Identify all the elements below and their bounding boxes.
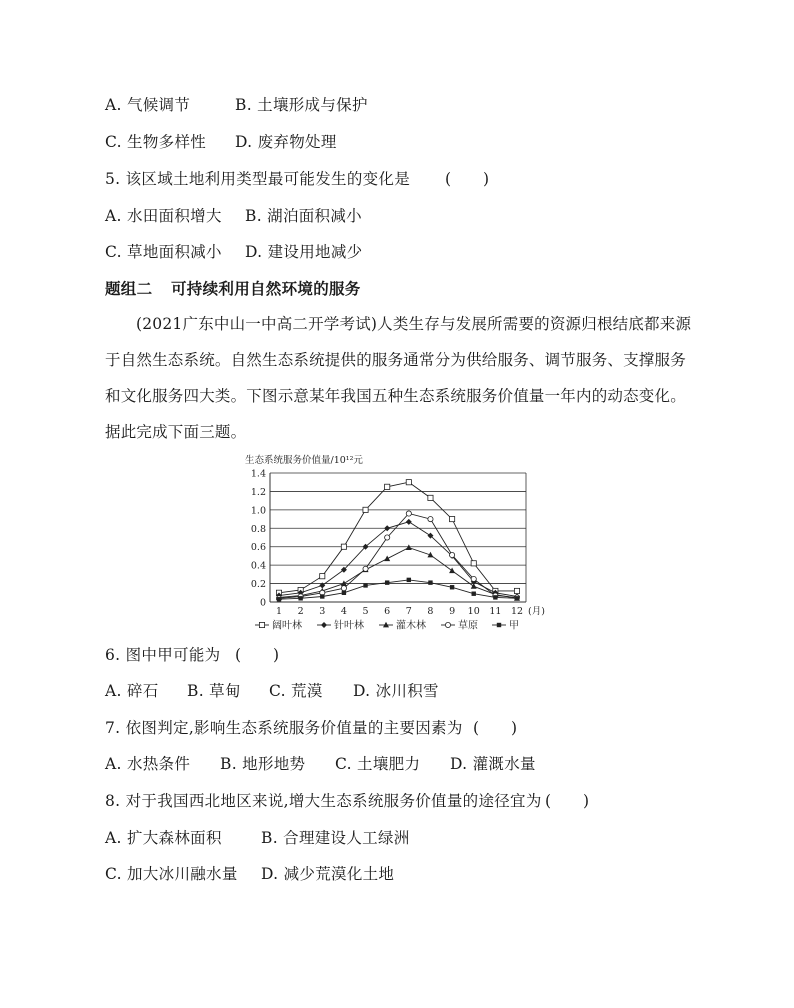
q5-stem: 5. 该区域土地利用类型最可能发生的变化是: [105, 170, 411, 188]
y-axis-title: 生态系统服务价值量/10¹²元: [245, 455, 363, 466]
data-point-series-4: [471, 576, 476, 581]
x-tick-label: 8: [427, 606, 434, 617]
y-tick-label: 1.2: [250, 486, 266, 498]
legend-label-5: 甲: [509, 620, 519, 632]
data-point-series-2: [406, 519, 412, 525]
y-tick-label: 0.6: [250, 542, 266, 554]
data-point-series-4: [363, 566, 368, 571]
data-point-series-1: [471, 561, 476, 566]
data-point-series-1: [320, 574, 325, 579]
x-tick-label: 1: [275, 606, 283, 617]
data-point-series-5: [342, 591, 346, 595]
x-tick-label: 9: [449, 606, 456, 617]
data-point-series-5: [320, 594, 324, 598]
q8-answer-paren: ( ): [545, 792, 590, 810]
group2-heading: [105, 277, 361, 299]
q6-option-c: C. 荒漠: [269, 682, 323, 700]
data-point-series-1: [406, 480, 411, 485]
data-point-series-5: [493, 595, 497, 599]
group2-label: 题组二: [105, 280, 153, 298]
legend-marker-2: [321, 622, 327, 628]
q6-stem-line: [105, 643, 279, 665]
q7-option-b: B. 地形地势: [220, 755, 306, 773]
q5-answer-paren: ( ): [445, 170, 490, 188]
y-tick-label: 0.2: [250, 579, 266, 591]
legend-label-2: 针叶林: [334, 620, 364, 632]
q4-option-b: B. 土壤形成与保护: [235, 96, 368, 114]
q5-options-row2: [105, 240, 362, 262]
data-point-series-3: [449, 567, 455, 573]
q5-option-b: B. 湖泊面积减小: [245, 207, 362, 225]
data-point-series-1: [449, 516, 454, 521]
q5-option-d: D. 建设用地减少: [245, 243, 363, 261]
q4-options-row1: [105, 93, 368, 115]
ecosystem-value-chart: [243, 452, 543, 634]
q6-options: [105, 679, 439, 701]
y-tick-label: 1.0: [250, 505, 266, 517]
y-tick-label: 1.4: [250, 468, 266, 480]
legend-label-3: 灌木林: [396, 620, 426, 632]
x-tick-label: 10: [467, 606, 480, 617]
x-tick-label: 2: [297, 606, 304, 617]
data-point-series-5: [277, 597, 281, 601]
q8-options-row1: [105, 826, 410, 848]
series-line-1: [279, 482, 517, 593]
data-point-series-1: [385, 484, 390, 489]
y-tick-label: 0.8: [250, 523, 266, 535]
q7-options: [105, 752, 536, 774]
data-point-series-3: [471, 583, 477, 589]
data-point-series-5: [515, 596, 519, 600]
data-point-series-5: [450, 585, 454, 589]
q8-option-c: C. 加大冰川融水量: [105, 865, 238, 883]
data-point-series-5: [407, 578, 411, 582]
q7-option-d: D. 灌溉水量: [450, 755, 536, 773]
q6-answer-paren: ( ): [235, 646, 280, 664]
data-point-series-1: [514, 588, 519, 593]
q7-answer-paren: ( ): [473, 719, 518, 737]
data-point-series-4: [449, 552, 454, 557]
q8-option-b: B. 合理建设人工绿洲: [261, 829, 410, 847]
data-point-series-5: [363, 583, 367, 587]
y-tick-label: 0.4: [250, 560, 266, 572]
q7-stem-line: [105, 716, 517, 738]
x-tick-label: 4: [340, 606, 347, 617]
group2-title: 可持续利用自然环境的服务: [171, 280, 361, 298]
q4-option-a: A. 气候调节: [105, 96, 191, 114]
q5-options-row1: [105, 204, 362, 226]
x-tick-label: 5: [362, 606, 369, 617]
q7-option-c: C. 土壤肥力: [335, 755, 421, 773]
data-point-series-4: [406, 511, 411, 516]
q8-stem-line: [105, 789, 589, 811]
data-point-series-5: [298, 596, 302, 600]
q6-option-a: A. 碎石: [105, 682, 159, 700]
q8-option-d: D. 减少荒漠化土地: [261, 865, 395, 883]
q4-option-d: D. 废弃物处理: [235, 133, 337, 151]
q8-options-row2: [105, 862, 394, 884]
x-tick-label: 3: [319, 606, 326, 617]
legend-marker-5: [497, 623, 501, 627]
passage: (2021广东中山一中高二开学考试)人类生存与发展所需要的资源归根结底都来源于自然生态系统。自然生态系统提供的服务通常分为供给服务、调节服务、支撑服务和文化服务四大类。下图示意某年我国五种生态系统服务价值量一年内的动态变化。据此完成下面三题。: [105, 315, 692, 441]
x-tick-label: 7: [405, 606, 412, 617]
x-tick-label: 11: [489, 606, 502, 617]
q5-option-c: C. 草地面积减小: [105, 243, 222, 261]
q4-options-row2: [105, 130, 337, 152]
data-point-series-3: [406, 544, 412, 550]
legend-label-1: 阔叶林: [272, 620, 302, 632]
data-point-series-1: [363, 507, 368, 512]
q8-stem: 8. 对于我国西北地区来说,增大生态系统服务价值量的途径宜为: [105, 792, 542, 810]
y-tick-label: 0: [259, 597, 266, 609]
legend-marker-4: [445, 622, 450, 627]
x-axis-unit: (月): [528, 606, 545, 617]
q7-stem: 7. 依图判定,影响生态系统服务价值量的主要因素为: [105, 719, 463, 737]
q4-option-c: C. 生物多样性: [105, 133, 207, 151]
data-point-series-4: [385, 535, 390, 540]
data-point-series-1: [428, 495, 433, 500]
data-point-series-4: [341, 586, 346, 591]
data-point-series-5: [428, 580, 432, 584]
data-point-series-4: [428, 516, 433, 521]
data-point-series-5: [385, 580, 389, 584]
line-chart-svg: [243, 452, 543, 634]
data-point-series-5: [472, 592, 476, 596]
x-tick-label: 6: [384, 606, 391, 617]
q6-stem: 6. 图中甲可能为: [105, 646, 221, 664]
q8-option-a: A. 扩大森林面积: [105, 829, 222, 847]
legend-marker-1: [259, 622, 264, 627]
q5-option-a: A. 水田面积增大: [105, 207, 222, 225]
q7-option-a: A. 水热条件: [105, 755, 191, 773]
data-point-series-1: [341, 544, 346, 549]
x-tick-label: 12: [510, 606, 524, 617]
q6-option-b: B. 草甸: [187, 682, 241, 700]
q6-option-d: D. 冰川积雪: [353, 682, 439, 700]
q5-stem-line: [105, 167, 489, 189]
data-point-series-3: [384, 555, 390, 561]
legend-label-4: 草原: [458, 620, 478, 632]
